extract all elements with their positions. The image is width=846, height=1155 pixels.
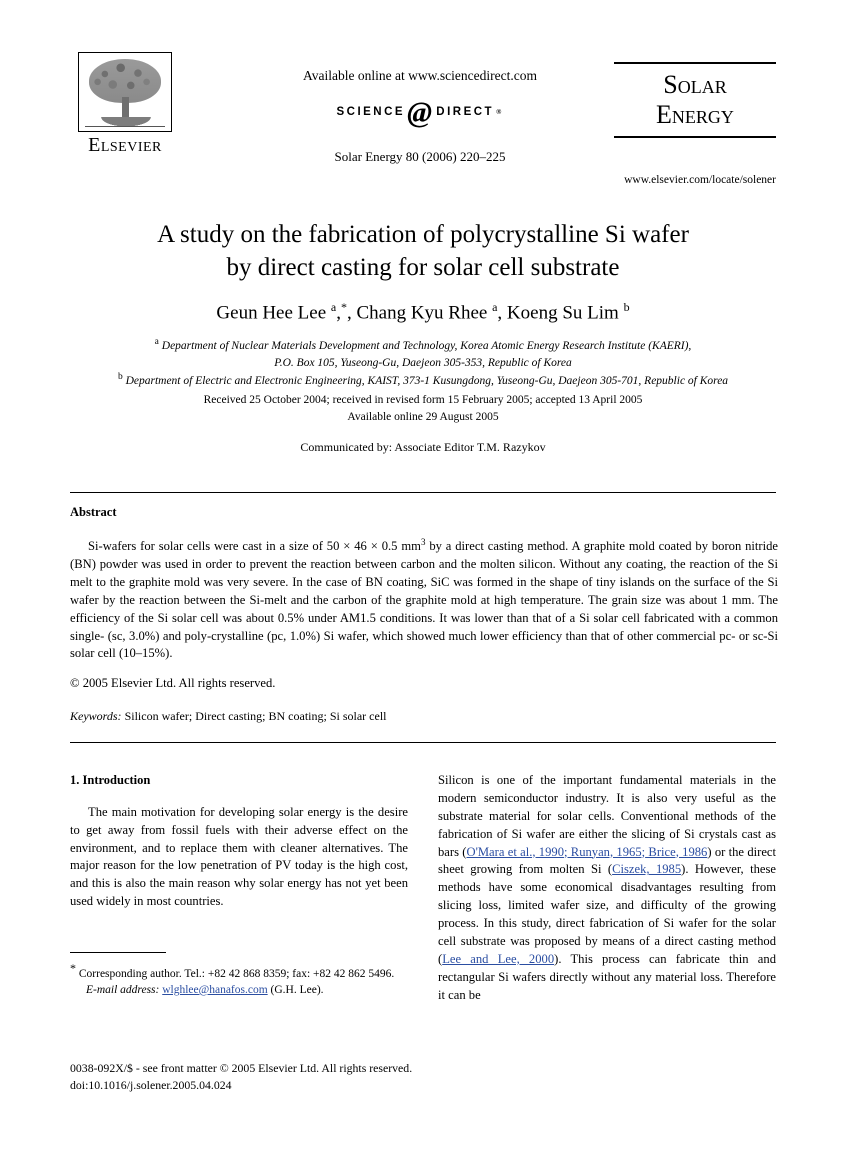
keywords-label: Keywords: (70, 709, 122, 723)
citation-link-omara[interactable]: O'Mara et al., 1990; (466, 844, 568, 859)
elsevier-tree-icon (78, 52, 172, 132)
footnote-divider (70, 952, 166, 953)
sciencedirect-right-word: DIRECT (436, 106, 495, 118)
sciencedirect-left-word: SCIENCE (336, 106, 406, 118)
registered-trademark-icon: ® (496, 108, 504, 116)
communicated-by: Communicated by: Associate Editor T.M. Razykov (300, 440, 546, 454)
doi-line: doi:10.1016/j.solener.2005.04.024 (70, 1078, 232, 1093)
imprint-block (70, 1060, 570, 1094)
abstract-text: Si-wafers for solar cells were cast in a size of 50 × 46 × 0.5 $mm^3$ by a direct casting method. A graphite mold coated by boron nitride (BN) powder was used in order to prevent the reaction between carbon and the molten silicon. Without any coating, the reaction of the Si melt to the graphite mold was very severe. In the case of BN coating, SiC was formed in the shape of tiny islands on the surface of the Si wafer by the reaction between the Si-melt and the carbon of the graphite mold at high temperature. The grain size was about 1 mm. The efficiency of the Si solar cell was about 0.5% under AM1.5 conditions. It was lower than that of a Si solar cell fabricated with a common single- (sc, 3.0%) and poly-crystalline (pc, 1.0%) Si wafer, which showed much lower efficiency than that of other commercial pc- or sc-Si solar cell (10–15%). (70, 537, 779, 661)
journal-url: www.elsevier.com/locate/solener (624, 174, 776, 186)
article-title-line-1: A study on the fabrication of polycrystalline Si wafer (157, 221, 689, 248)
citation-link-ciszek[interactable]: Ciszek, 1985 (612, 862, 682, 877)
citation-link-lee-and-lee[interactable]: Lee and Lee, 2000 (442, 951, 555, 966)
article-history (70, 392, 776, 427)
email-owner: (G.H. Lee). (270, 983, 324, 996)
footnote-corresponding-author (70, 960, 408, 982)
affiliation-line-3: $^b$ Department of Electric and Electronic Engineering, KAIST, 373-1 Kusungdong, Yuseong-Gu, Daejeon 305-701, Republic of Korea (117, 372, 729, 387)
sciencedirect-at-icon: @ (407, 96, 435, 129)
article-title-line-2: by direct casting for solar cell substrate (226, 254, 620, 281)
right-text-part-1: Silicon is one of the important fundamental materials in the modern semiconductor industry. It is also very useful as the substrate material for solar cells. Conventional methods of the fabrication of Si wafer are either the slicing of Si crystals cast as bars ( (438, 773, 776, 859)
body-column-left (70, 772, 408, 911)
affiliations (70, 336, 776, 390)
page-title (70, 218, 776, 284)
journal-title-block (614, 62, 776, 138)
intro-paragraph-right (438, 772, 776, 1004)
journal-title-top-rule (614, 62, 776, 64)
intro-paragraph-left: The main motivation for developing solar energy is the desire to get away from fossil fuels with their adverse effect on the environment, and to replace them with cleaner alternatives. The major reason for the low penetration of PV today is the high cost, and this is also the main reason why solar energy has not yet been used widely in most countries. (70, 804, 408, 909)
journal-reference: Solar Energy 80 (2006) 220–225 (334, 149, 506, 164)
issn-copyright-line: 0038-092X/$ - see front matter © 2005 Elsevier Ltd. All rights reserved. (70, 1061, 413, 1075)
divider-below-keywords (70, 742, 776, 743)
article-history-line-2: Available online 29 August 2005 (347, 411, 499, 424)
citation-link-runyan[interactable]: Runyan, 1965; (567, 844, 646, 859)
footnote-block (70, 952, 408, 998)
footnote-corresponding-text: Corresponding author. Tel.: +82 42 868 8359; fax: +82 42 862 5496. (78, 967, 395, 980)
available-online-text: Available online at www.sciencedirect.com (303, 68, 537, 83)
publisher-name: Elsevier (88, 134, 162, 156)
body-column-right (438, 772, 776, 1004)
right-text-part-2: ) or the direct sheet growing from molten Si ( (438, 844, 776, 877)
divider-above-abstract (70, 492, 776, 493)
keywords-value: Silicon wafer; Direct casting; BN coating; Si solar cell (124, 709, 387, 723)
email-link[interactable]: wlghlee@hanafos.com (162, 983, 268, 996)
email-label: E-mail address: (86, 983, 160, 996)
author-list: Geun Hee Lee $^a$,*, Chang Kyu Rhee $^a$, Koeng Su Lim $^b$ (216, 300, 630, 324)
masthead-center (210, 68, 630, 165)
right-text-part-4: ). This process can fabricate thin and rectangular Si wafers directly without any material loss. Therefore it can be (438, 951, 776, 1002)
abstract-copyright: © 2005 Elsevier Ltd. All rights reserved. (70, 676, 276, 690)
citation-link-brice[interactable]: Brice, 1986 (645, 844, 708, 859)
affiliation-line-2: P.O. Box 105, Yuseong-Gu, Daejeon 305-353, Republic of Korea (274, 356, 572, 369)
journal-title-line-2: Energy (656, 99, 734, 129)
right-text-part-3: ). However, these methods have some economical disadvantages resulting from slicing loss, limited wafer size, and difficulty of the growing process. In this study, direct fabrication of Si wafer for the solar cell substrate was proposed by means of a direct casting method ( (438, 862, 776, 966)
abstract-heading: Abstract (70, 505, 117, 519)
article-history-line-1: Received 25 October 2004; received in revised form 15 February 2005; accepted 13 April 2005 (203, 394, 643, 406)
masthead (70, 52, 776, 192)
footnote-marker: * (70, 961, 76, 975)
footnote-email-line (70, 982, 408, 998)
journal-title-bottom-rule (614, 136, 776, 138)
affiliation-line-1: $^a$ Department of Nuclear Materials Development and Technology, Korea Atomic Energy Research Institute (KAERI), (154, 337, 692, 352)
elsevier-logo (70, 52, 180, 157)
sciencedirect-logo (210, 97, 630, 127)
section-heading-introduction: 1. Introduction (70, 773, 151, 787)
journal-title-line-1: Solar (663, 70, 727, 99)
keywords (70, 709, 778, 724)
